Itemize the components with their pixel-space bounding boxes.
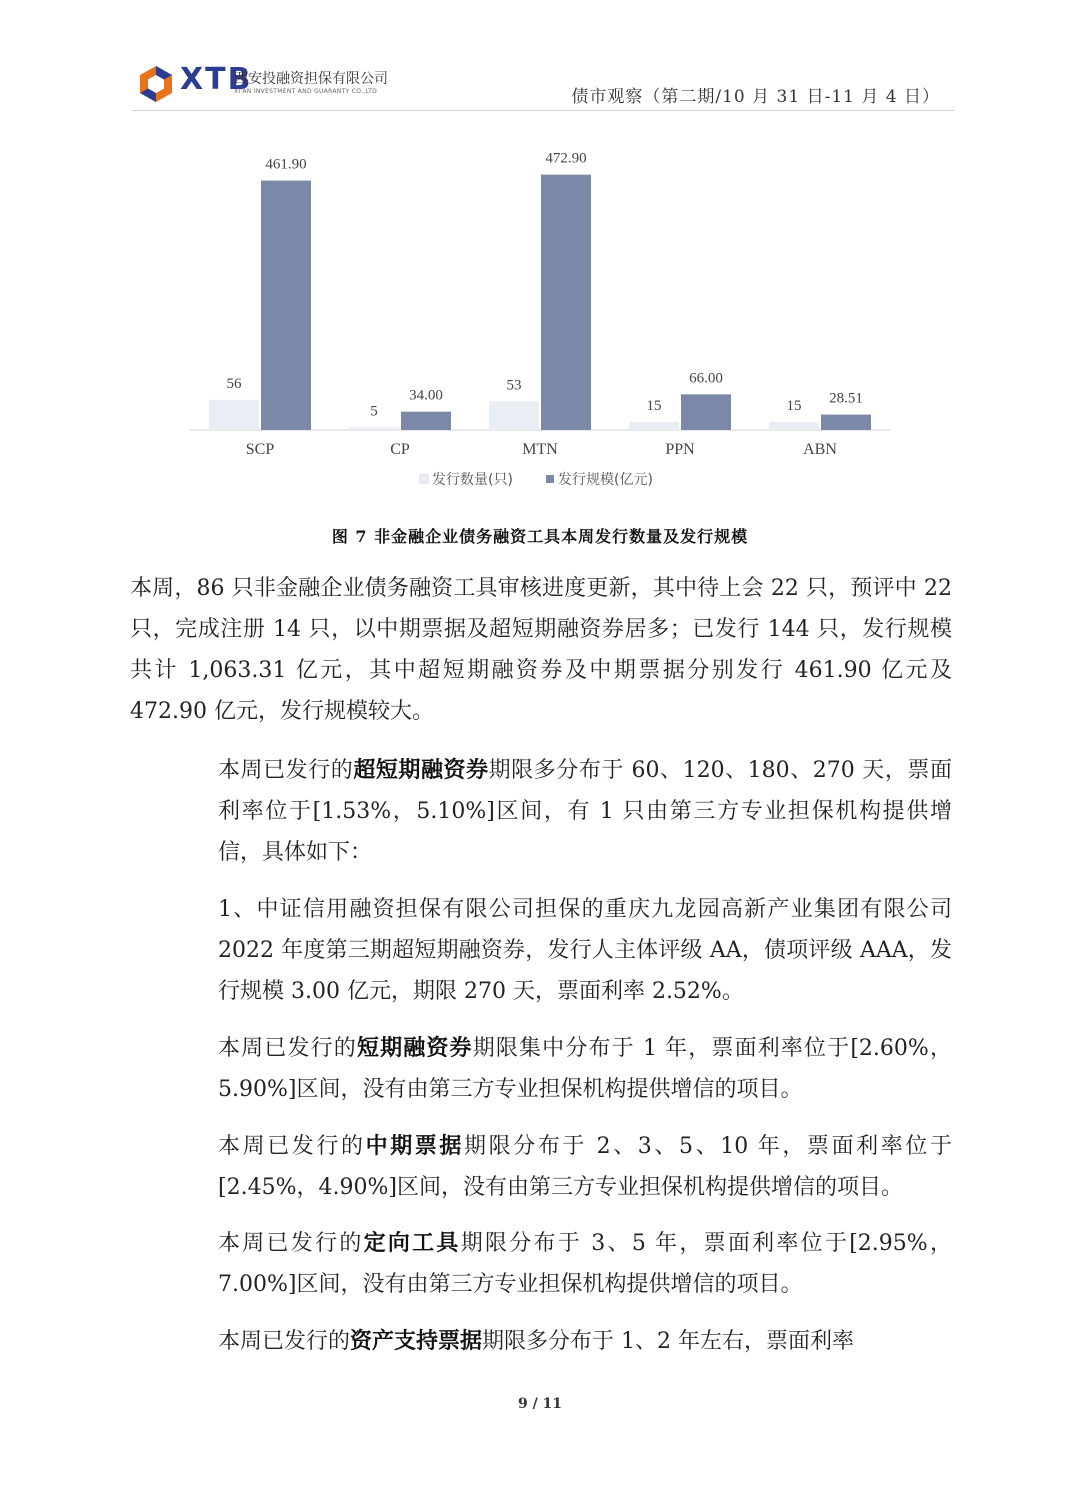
x-tick-label: ABN <box>803 441 837 458</box>
data-label: 5 <box>370 403 378 420</box>
data-label: 56 <box>226 375 242 392</box>
x-tick-label: CP <box>390 441 410 458</box>
bar-mtn-count <box>489 401 539 430</box>
company-name-en: XI'AN INVESTMENT AND GUARANTY CO.,LTD <box>234 88 378 95</box>
text-pre: 本周已发行的 <box>218 1329 351 1354</box>
data-label: 461.90 <box>265 156 307 173</box>
data-label: 15 <box>786 397 802 414</box>
text-pre: 本周已发行的 <box>218 758 354 783</box>
paragraph-cp <box>218 1028 952 1110</box>
paragraph-abn <box>218 1321 952 1362</box>
legend-label: 发行规模(亿元) <box>558 472 653 488</box>
page-number: 9 / 11 <box>517 1396 563 1412</box>
company-logo-icon <box>136 64 176 104</box>
x-tick-label: SCP <box>245 441 275 458</box>
bar-abn-amount <box>821 415 871 430</box>
text-post: 期限分布于 3、5 年，票面利率位于[2.95%，7.00%]区间，没有由第三方专业担保机构提供增信的项目。 <box>218 1231 952 1297</box>
text-post: 期限集中分布于 1 年，票面利率位于[2.60%，5.90%]区间，没有由第三方专业担保机构提供增信的项目。 <box>218 1036 952 1102</box>
legend-label: 发行数量(只) <box>432 472 513 488</box>
data-label: 472.90 <box>545 150 587 167</box>
term-ppn: 定向工具 <box>363 1230 461 1256</box>
term-mtn: 中期票据 <box>365 1133 465 1159</box>
bar-scp-amount <box>261 181 311 430</box>
data-label: 28.51 <box>829 390 863 407</box>
data-label: 15 <box>646 397 662 414</box>
x-tick-label: PPN <box>665 441 695 458</box>
data-label: 34.00 <box>409 387 443 404</box>
term-scp: 超短期融资券 <box>353 757 489 783</box>
text-pre: 本周已发行的 <box>218 1231 364 1256</box>
bar-mtn-amount <box>541 175 591 430</box>
text-post: 期限多分布于 60、120、180、270 天，票面利率位于[1.53%，5.10%]区间，有 1 只由第三方专业担保机构提供增信，具体如下： <box>218 758 952 865</box>
term-abn: 资产支持票据 <box>350 1328 483 1354</box>
report-title: 债市观察（第二期/10 月 31 日-11 月 4 日） <box>571 87 940 107</box>
text-pre: 本周已发行的 <box>218 1134 366 1159</box>
bar-ppn-count <box>629 422 679 430</box>
paragraph-ppn <box>218 1223 952 1305</box>
x-tick-label: MTN <box>522 441 558 458</box>
logo-text: XTB <box>180 62 253 97</box>
bar-abn-count <box>769 422 819 430</box>
text-post: 期限分布于 2、3、5、10 年，票面利率位于[2.45%，4.90%]区间，没有由第三方专业担保机构提供增信的项目。 <box>218 1134 952 1200</box>
data-label: 66.00 <box>689 370 723 387</box>
text-post: 期限多分布于 1、2 年左右，票面利率 <box>482 1329 855 1354</box>
issuance-bar-chart <box>180 138 900 506</box>
term-cp: 短期融资券 <box>356 1035 473 1061</box>
legend-swatch <box>546 475 554 483</box>
paragraph-summary: 本周，86 只非金融企业债务融资工具审核进度更新，其中待上会 22 只，预评中 22 只，完成注册 14 只，以中期票据及超短期融资券居多；已发行 144 只，发行规模共计 1,063.31 亿元，其中超短期融资券及中期票据分别发行 461.90 亿元及 472.90 亿元，发行规模较大。 <box>130 576 952 724</box>
bar-cp-amount <box>401 412 451 430</box>
paragraph-scp <box>218 750 952 873</box>
paragraph-guaranteed-item: 1、中证信用融资担保有限公司担保的重庆九龙园高新产业集团有限公司 2022 年度第三期超短期融资券，发行人主体评级 AA，债项评级 AAA，发行规模 3.00 亿元，期限 270 天，票面利率 2.52%。 <box>218 897 952 1004</box>
figure-caption: 图 7 非金融企业债务融资工具本周发行数量及发行规模 <box>331 527 749 546</box>
bar-cp-count <box>349 427 399 430</box>
legend-swatch <box>420 475 428 483</box>
page-header <box>132 60 954 111</box>
data-label: 53 <box>506 377 522 394</box>
company-name-cn: 西安投融资担保有限公司 <box>234 71 388 87</box>
paragraph-mtn <box>218 1126 952 1208</box>
text-pre: 本周已发行的 <box>218 1036 357 1061</box>
bar-ppn-amount <box>681 394 731 430</box>
bar-scp-count <box>209 400 259 430</box>
